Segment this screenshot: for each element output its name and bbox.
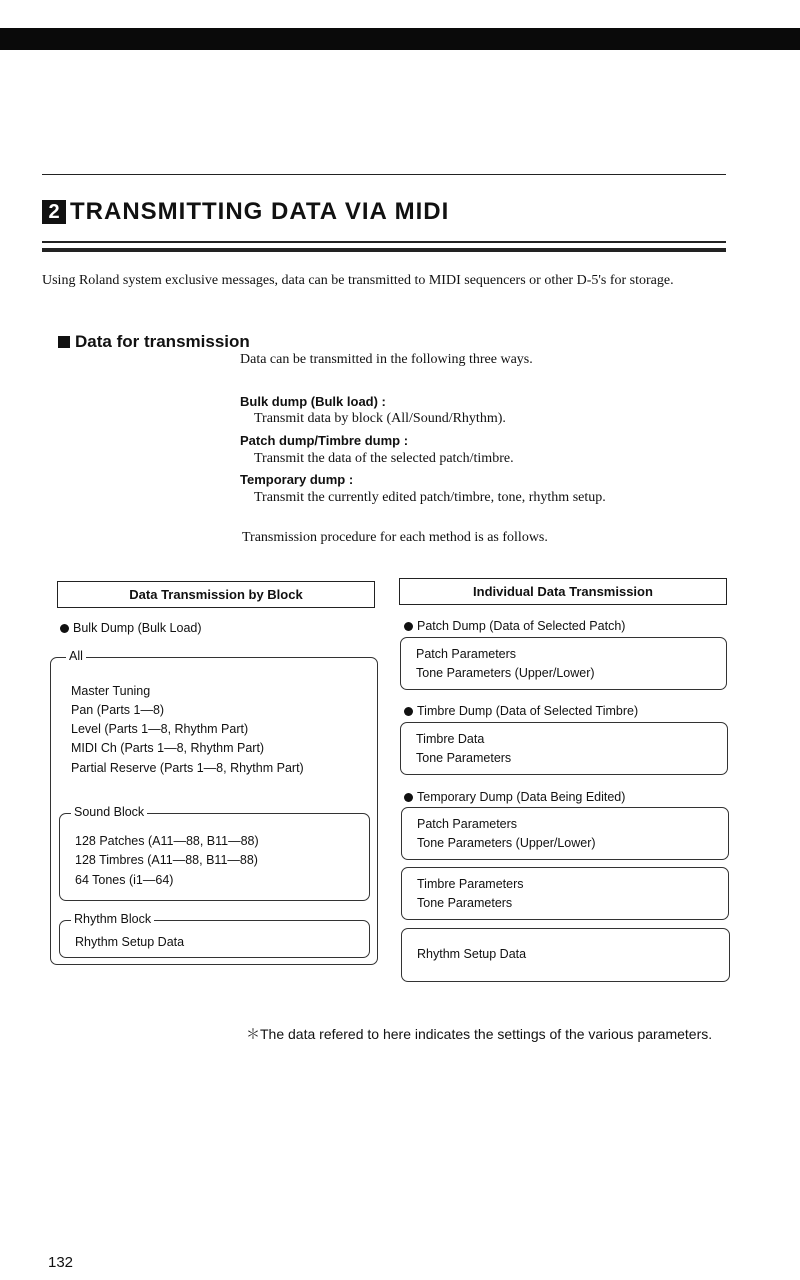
top-black-bar xyxy=(0,28,800,50)
rhythm-item: Rhythm Setup Data xyxy=(75,935,185,949)
footnote: ＊The data refered to here indicates the settings of the various parameters. xyxy=(246,1026,713,1042)
top-rule xyxy=(42,174,726,175)
method-desc: Transmit the data of the selected patch/timbre. xyxy=(254,451,514,466)
section-number: 2 xyxy=(42,200,66,224)
page-number: 132 xyxy=(48,1254,74,1271)
patch-dump-label: Patch Dump (Data of Selected Patch) xyxy=(417,619,626,633)
temp-item: Tone Parameters (Upper/Lower) xyxy=(417,836,596,850)
method-label: Temporary dump : xyxy=(240,472,354,487)
lead-text: Data can be transmitted in the following three ways. xyxy=(240,352,533,367)
temp-item: Tone Parameters xyxy=(417,896,513,910)
sound-item: 64 Tones (i1—64) xyxy=(75,873,174,887)
right-panel-header-text: Individual Data Transmission xyxy=(473,584,653,599)
square-bullet-icon xyxy=(58,336,70,348)
method-desc: Transmit data by block (All/Sound/Rhythm). xyxy=(254,411,506,426)
left-panel-header xyxy=(57,581,375,608)
method-desc: Transmit the currently edited patch/timbre, tone, rhythm setup. xyxy=(254,490,606,505)
timbre-dump-bullet xyxy=(404,704,638,718)
section-title-row xyxy=(42,196,449,228)
patch-dump-bullet xyxy=(404,619,625,633)
all-item: MIDI Ch (Parts 1—8, Rhythm Part) xyxy=(71,741,265,755)
patch-item: Tone Parameters (Upper/Lower) xyxy=(416,666,595,680)
sound-block-label: Sound Block xyxy=(71,805,147,819)
timbre-item: Timbre Data xyxy=(416,732,485,746)
sound-item: 128 Timbres (A11—88, B11—88) xyxy=(75,853,258,867)
bullet-dot-icon xyxy=(404,622,413,631)
bulk-dump-label: Bulk Dump (Bulk Load) xyxy=(73,621,202,635)
temp-item: Rhythm Setup Data xyxy=(417,947,527,961)
timbre-dump-label: Timbre Dump (Data of Selected Timbre) xyxy=(417,704,639,718)
all-item: Partial Reserve (Parts 1—8, Rhythm Part) xyxy=(71,761,304,775)
all-item: Level (Parts 1—8, Rhythm Part) xyxy=(71,722,249,736)
method-label: Bulk dump (Bulk load) : xyxy=(240,394,386,409)
all-item: Pan (Parts 1—8) xyxy=(71,703,165,717)
subsection-title: Data for transmission xyxy=(75,332,250,351)
title-rule-2 xyxy=(42,248,726,252)
bulk-dump-bullet xyxy=(60,621,202,635)
temporary-dump-bullet xyxy=(404,790,625,804)
patch-item: Patch Parameters xyxy=(416,647,517,661)
bullet-dot-icon xyxy=(60,624,69,633)
section-title: TRANSMITTING DATA VIA MIDI xyxy=(70,198,450,225)
title-rule-1 xyxy=(42,241,726,243)
all-item: Master Tuning xyxy=(71,684,151,698)
temp-item: Timbre Parameters xyxy=(417,877,524,891)
left-panel-header-text: Data Transmission by Block xyxy=(129,587,303,602)
sound-item: 128 Patches (A11—88, B11—88) xyxy=(75,834,259,848)
bullet-dot-icon xyxy=(404,707,413,716)
temporary-dump-label: Temporary Dump (Data Being Edited) xyxy=(417,790,626,804)
all-block-label: All xyxy=(66,649,86,663)
timbre-item: Tone Parameters xyxy=(416,751,512,765)
method-label: Patch dump/Timbre dump : xyxy=(240,433,409,448)
bullet-dot-icon xyxy=(404,793,413,802)
temp-item: Patch Parameters xyxy=(417,817,518,831)
right-panel-header xyxy=(399,578,727,605)
procedure-text: Transmission procedure for each method is as follows. xyxy=(242,530,548,545)
intro-paragraph: Using Roland system exclusive messages, data can be transmitted to MIDI sequencers or other D-5's for storage. xyxy=(42,273,674,288)
rhythm-block-label: Rhythm Block xyxy=(71,912,154,926)
subsection-heading xyxy=(58,332,250,352)
